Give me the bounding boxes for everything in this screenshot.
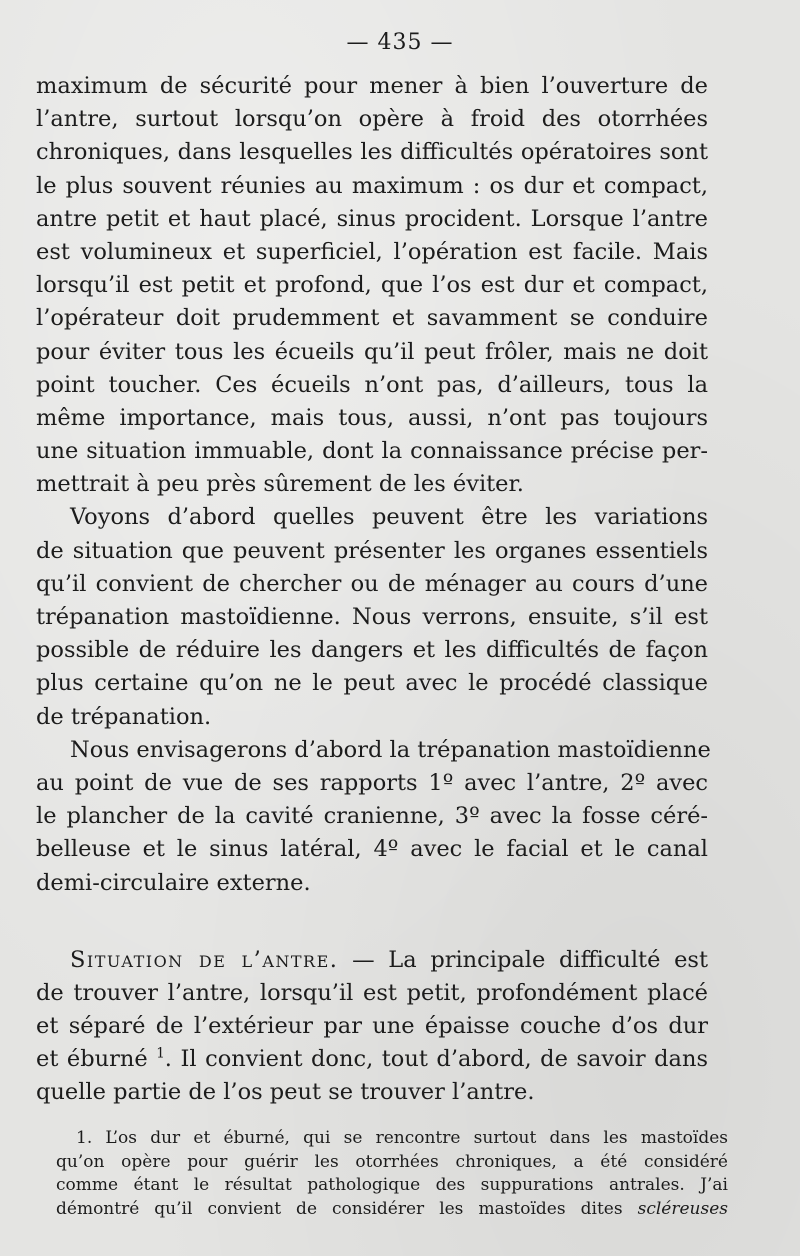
paragraph-4 bbox=[36, 944, 708, 1110]
text-line: Nous envisagerons d’abord la trépanation mastoïdienne bbox=[70, 736, 711, 763]
text-line: demi-circulaire externe. bbox=[36, 869, 311, 896]
text-line: l’antre, surtout lorsqu’on opère à froid des otorrhées bbox=[36, 106, 708, 133]
text-line: Voyons d’abord quelles peuvent être les variations bbox=[70, 504, 708, 531]
text-span: démontré qu’il convient de considérer les mastoïdes dites bbox=[56, 1198, 638, 1219]
section-spacer bbox=[36, 900, 708, 944]
text-line bbox=[36, 1043, 708, 1076]
footnote-line bbox=[56, 1198, 728, 1222]
text-span: . Il convient donc, tout d’abord, de savoir dans bbox=[164, 1046, 708, 1073]
page-number: — 435 — bbox=[346, 30, 454, 55]
section-heading: Situation de l’antre. bbox=[70, 946, 339, 973]
text-line: le plancher de la cavité cranienne, 3º avec la fosse céré- bbox=[36, 803, 708, 830]
text-line: est volumineux et superficiel, l’opération est facile. Mais bbox=[36, 238, 708, 265]
text-line: pour éviter tous les écueils qu’il peut frôler, mais ne doit bbox=[36, 338, 708, 365]
text-line: le plus souvent réunies au maximum : os dur et compact, bbox=[36, 172, 708, 199]
main-text bbox=[36, 70, 711, 1110]
text-line: possible de réduire les dangers et les difficultés de façon bbox=[36, 637, 708, 664]
footnote-line: 1. L’os dur et éburné, qui se rencontre surtout dans les mastoïdes bbox=[76, 1128, 728, 1148]
paragraph-2 bbox=[36, 501, 708, 733]
paragraph-1 bbox=[36, 70, 708, 501]
text-line: mettrait à peu près sûrement de les éviter. bbox=[36, 471, 524, 498]
text-line: maximum de sécurité pour mener à bien l’ouverture de bbox=[36, 73, 708, 99]
paragraph-3 bbox=[36, 734, 711, 900]
text-line: antre petit et haut placé, sinus procident. Lorsque l’antre bbox=[36, 205, 708, 232]
text-line: trépanation mastoïdienne. Nous verrons, ensuite, s’il est bbox=[36, 604, 708, 630]
text-line: l’opérateur doit prudemment et savamment se conduire bbox=[36, 305, 708, 332]
text-line: même importance, mais tous, aussi, n’ont pas toujours bbox=[36, 404, 708, 431]
text-line: belleuse et le sinus latéral, 4º avec le facial et le canal bbox=[36, 836, 708, 863]
footnote-reference[interactable]: 1 bbox=[156, 1045, 165, 1062]
text-line: et séparé de l’extérieur par une épaisse couche d’os dur bbox=[36, 1013, 708, 1040]
text-line: une situation immuable, dont la connaissance précise per- bbox=[36, 438, 708, 465]
italic-term: scléreuses bbox=[637, 1198, 728, 1219]
text-line: plus certaine qu’on ne le peut avec le procédé classique bbox=[36, 670, 708, 697]
text-span: — La principale difficulté est bbox=[338, 946, 708, 973]
footnote-line: comme étant le résultat pathologique des suppurations antrales. J’ai bbox=[56, 1175, 728, 1195]
text-line: lorsqu’il est petit et profond, que l’os est dur et compact, bbox=[36, 272, 708, 299]
text-line: au point de vue de ses rapports 1º avec l’antre, 2º avec bbox=[36, 769, 708, 796]
text-line bbox=[36, 944, 708, 977]
text-line: qu’il convient de chercher ou de ménager au cours d’une bbox=[36, 570, 708, 597]
text-line: chroniques, dans lesquelles les difficultés opératoires sont bbox=[36, 139, 708, 166]
text-line: de situation que peuvent présenter les organes essentiels bbox=[36, 537, 708, 564]
footnote bbox=[56, 1127, 728, 1221]
text-span: et éburné bbox=[36, 1046, 157, 1073]
text-line: de trépanation. bbox=[36, 703, 212, 730]
text-line: quelle partie de l’os peut se trouver l’antre. bbox=[36, 1079, 535, 1106]
footnote-line: qu’on opère pour guérir les otorrhées chroniques, a été considéré bbox=[56, 1151, 728, 1172]
text-line: de trouver l’antre, lorsqu’il est petit, profondément placé bbox=[36, 979, 708, 1006]
text-line: point toucher. Ces écueils n’ont pas, d’ailleurs, tous la bbox=[36, 371, 708, 398]
